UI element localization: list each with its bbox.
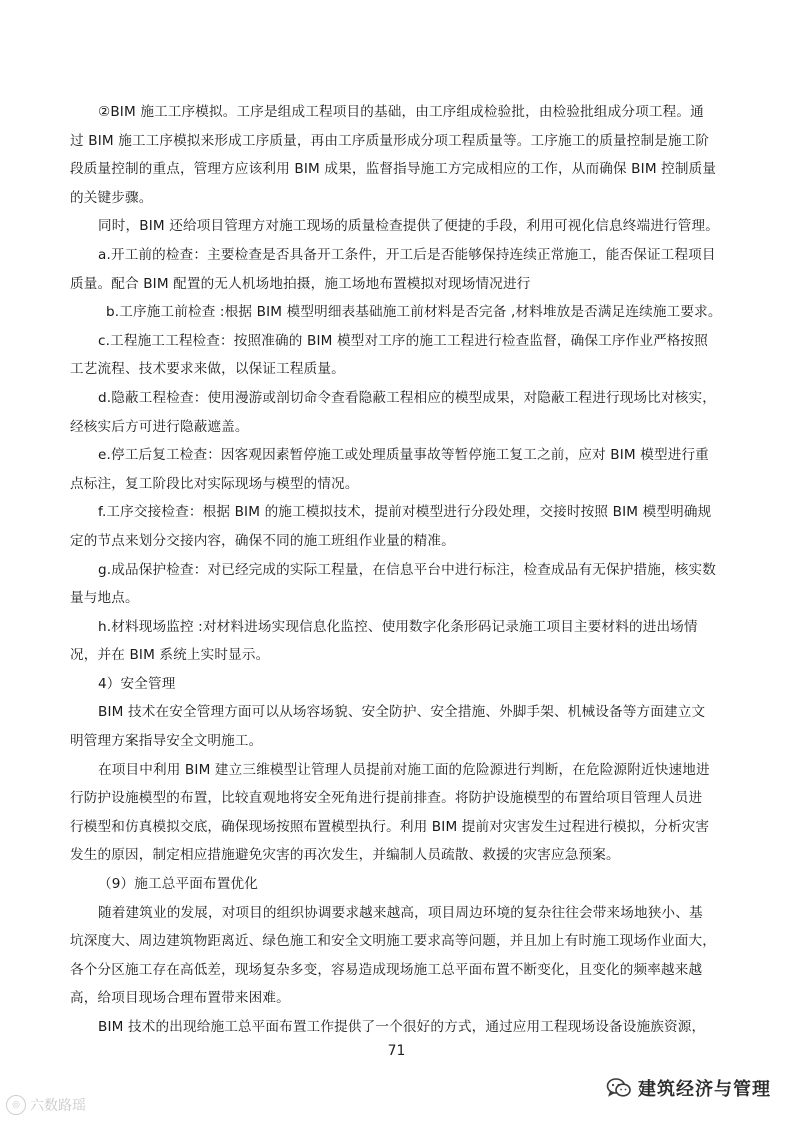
- paragraph-line: 过 BIM 施工工序模拟来形成工序质量，再由工序质量形成分项工程质量等。工序施工的质量控制是施工阶: [70, 132, 710, 149]
- paragraph-line: d.隐蔽工程检查：使用漫游或剖切命令查看隐蔽工程相应的模型成果，对隐蔽工程进行现场比对核实，: [98, 389, 716, 406]
- paragraph-line: c.工程施工工程检查：按照准确的 BIM 模型对工序的施工工程进行检查监督，确保工序作业严格按照: [98, 332, 709, 349]
- paragraph-line: 发生的原因，制定相应措施避免灾害的再次发生，并编制人员疏散、救援的灾害应急预案。: [70, 847, 620, 864]
- paragraph-line: BIM 技术在安全管理方面可以从场容场貌、安全防护、安全措施、外脚手架、机械设备等方面建立文: [98, 704, 706, 721]
- paragraph-line: 段质量控制的重点，管理方应该利用 BIM 成果，监督指导施工方完成相应的工作，从而确保 BIM 控制质量: [70, 161, 717, 178]
- section-heading: （9）施工总平面布置优化: [98, 876, 258, 893]
- paragraph-line: g.成品保护检查：对已经完成的实际工程量，在信息平台中进行标注，检查成品有无保护措施，核实数: [98, 561, 716, 578]
- section-heading: 4）安全管理: [98, 675, 176, 692]
- paragraph-line: 经核实后方可进行隐蔽遮盖。: [70, 418, 249, 435]
- paragraph-line: f.工序交接检查：根据 BIM 的施工模拟技术，提前对模型进行分段处理，交接时按照 BIM 模型明确规: [98, 504, 712, 521]
- paragraph-line: 随着建筑业的发展，对项目的组织协调要求越来越高，项目周边环境的复杂往往会带来场地狭小、基: [98, 904, 703, 921]
- page-number: 71: [387, 1043, 406, 1059]
- paragraph-line: 在项目中利用 BIM 建立三维模型让管理人员提前对施工面的危险源进行判断，在危险源附近快速地进: [98, 761, 710, 778]
- paragraph-line: 高，给项目现场合理布置带来困难。: [70, 990, 290, 1007]
- paragraph-line: 量与地点。: [70, 590, 139, 607]
- paragraph-line: 明管理方案指导安全文明施工。: [70, 733, 263, 750]
- wechat-icon: [606, 1077, 632, 1099]
- paragraph-line: b.工序施工前检查 :根据 BIM 模型明细表基础施工前材料是否完备 ,材料堆放是否满足连续施工要求。: [106, 304, 722, 321]
- paragraph-line: 况，并在 BIM 系统上实时显示。: [70, 647, 270, 664]
- paragraph-line: 点标注，复工阶段比对实际现场与模型的情况。: [70, 475, 359, 492]
- paragraph-line: 同时，BIM 还给项目管理方对施工现场的质量检查提供了便捷的手段，利用可视化信息终端进行管理。: [98, 218, 719, 235]
- watermark-right-text: 建筑经济与管理: [638, 1079, 771, 1100]
- paragraph-line: 质量。配合 BIM 配置的无人机场地拍摄，施工场地布置模拟对现场情况进行: [70, 275, 531, 292]
- watermark-left-text: 六数路瑶: [30, 1098, 86, 1114]
- paragraph-line: h.材料现场监控 :对材料进场实现信息化监控、使用数字化条形码记录施工项目主要材料的进出场情: [98, 618, 698, 635]
- paragraph-line: BIM 技术的出现给施工总平面布置工作提供了一个很好的方式，通过应用工程现场设备设施族资源，: [98, 1019, 706, 1035]
- paragraph-line: 行防护设施模型的布置，比较直观地将安全死角进行提前排查。将防护设施模型的布置给项目管理人员进: [70, 790, 703, 807]
- paragraph-line: 各个分区施工存在高低差，现场复杂多变，容易造成现场施工总平面布置不断变化，且变化的频率越来越: [70, 961, 703, 978]
- paragraph-line: 行模型和仿真模拟交底，确保现场按照布置模型执行。利用 BIM 提前对灾害发生过程进行模拟，分析灾害: [70, 818, 710, 835]
- paragraph-line: e.停工后复工检查：因客观因素暂停施工或处理质量事故等暂停施工复工之前，应对 BIM 模型进行重: [98, 447, 709, 464]
- paragraph-line: ②BIM 施工工序模拟。工序是组成工程项目的基础，由工序组成检验批，由检验批组成分项工程。通: [98, 104, 704, 120]
- watermark-right: [606, 1074, 771, 1102]
- paragraph-line: 工艺流程、技术要求来做，以保证工程质量。: [70, 361, 345, 378]
- watermark-icon: ◎: [6, 1095, 26, 1115]
- paragraph-line: 定的节点来划分交接内容，确保不同的施工班组作业量的精准。: [70, 532, 455, 549]
- paragraph-line: 的关键步骤。: [70, 189, 153, 206]
- document-body: [70, 98, 725, 1042]
- paragraph-line: 坑深度大、周边建筑物距离近、绿色施工和安全文明施工要求高等问题，并且加上有时施工现场作业面大，: [70, 933, 716, 950]
- watermark-left: [6, 1094, 86, 1116]
- paragraph-line: a.开工前的检查：主要检查是否具备开工条件，开工后是否能够保持连续正常施工，能否保证工程项目: [98, 246, 716, 263]
